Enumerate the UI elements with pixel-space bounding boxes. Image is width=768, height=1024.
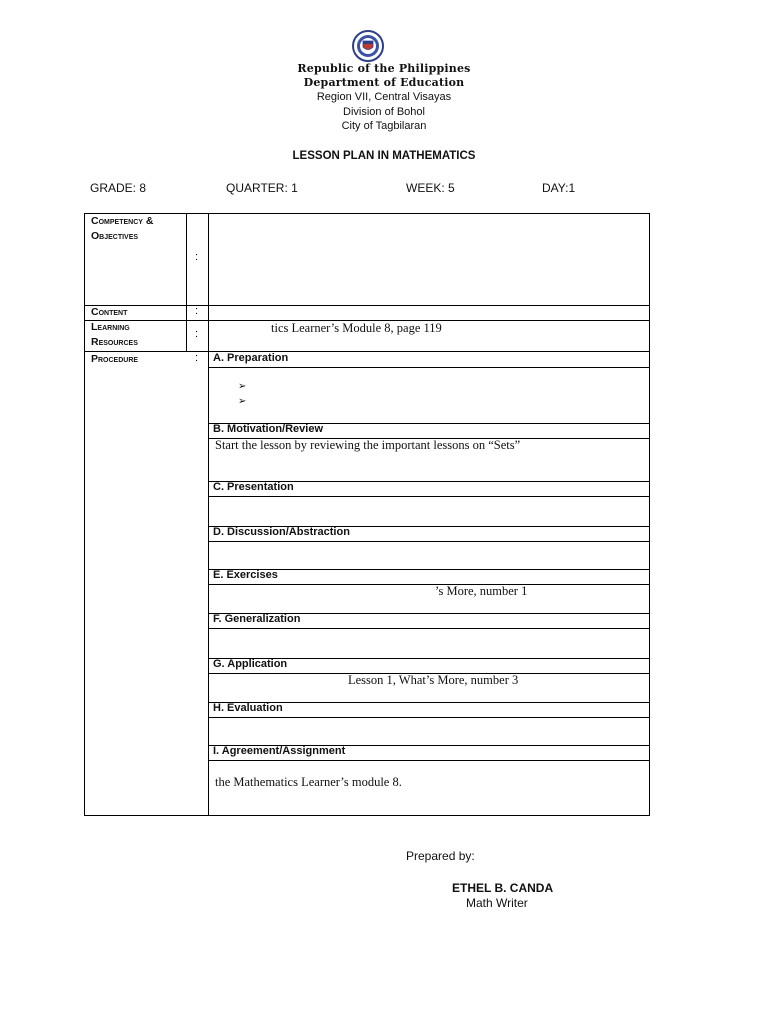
section-agreement-assignment: I. Agreement/Assignment — [213, 745, 346, 757]
preparer-role: Math Writer — [466, 896, 528, 910]
grade-field: GRADE: 8 — [90, 181, 147, 195]
section-discussion-abstraction: D. Discussion/Abstraction — [213, 526, 350, 538]
col-divider-top — [186, 214, 187, 351]
resources-label-line1: Learning — [91, 321, 130, 333]
deped-seal-logo — [352, 30, 384, 62]
resources-text: tics Learner’s Module 8, page 119 — [271, 321, 442, 335]
resources-label — [91, 320, 138, 350]
day-field: DAY:1 — [542, 181, 576, 195]
header-department: Department of Education — [303, 76, 465, 89]
application-text: Lesson 1, What’s More, number 3 — [348, 673, 519, 687]
row-divider — [208, 584, 650, 585]
document-title: LESSON PLAN IN MATHEMATICS — [292, 150, 476, 162]
row-divider — [208, 367, 650, 368]
competency-label-line2: Objectives — [91, 230, 139, 242]
competency-label — [91, 214, 153, 244]
section-generalization: F. Generalization — [213, 613, 301, 625]
assignment-text: the Mathematics Learner’s module 8. — [215, 775, 402, 789]
row-divider — [208, 541, 650, 542]
preparer-name: ETHEL B. CANDA — [452, 881, 554, 895]
quarter-field: QUARTER: 1 — [226, 181, 298, 195]
bullet-arrow: ➢ — [238, 381, 247, 392]
motivation-text: Start the lesson by reviewing the important lessons on “Sets” — [215, 438, 521, 452]
row-divider — [208, 628, 650, 629]
header-region: Region VII, Central Visayas — [316, 91, 452, 103]
header-city: City of Tagbilaran — [341, 120, 427, 132]
content-label: Content — [91, 306, 128, 318]
section-evaluation: H. Evaluation — [213, 702, 283, 714]
header-division: Division of Bohol — [343, 106, 425, 118]
exercises-text: ’s More, number 1 — [435, 584, 528, 598]
week-field: WEEK: 5 — [406, 181, 455, 195]
bullet-arrow: ➢ — [238, 396, 247, 407]
competency-colon: : — [195, 251, 199, 263]
section-motivation-review: B. Motivation/Review — [213, 423, 324, 435]
header-republic: Republic of the Philippines — [297, 62, 471, 75]
row-divider — [208, 717, 650, 718]
section-presentation: C. Presentation — [213, 481, 294, 493]
resources-colon: : — [195, 328, 199, 340]
content-colon: : — [195, 305, 199, 317]
section-preparation: A. Preparation — [213, 352, 289, 364]
row-divider — [85, 351, 650, 352]
prepared-by-label: Prepared by: — [406, 849, 475, 863]
row-divider — [208, 760, 650, 761]
lesson-plan-table — [84, 213, 650, 816]
row-divider — [85, 305, 650, 306]
procedure-colon: : — [195, 352, 199, 364]
resources-label-line2: Resources — [91, 336, 138, 348]
section-exercises: E. Exercises — [213, 569, 278, 581]
competency-label-line1: Competency & — [91, 215, 154, 227]
procedure-label: Procedure — [91, 353, 139, 365]
row-divider — [208, 496, 650, 497]
section-application: G. Application — [213, 658, 288, 670]
